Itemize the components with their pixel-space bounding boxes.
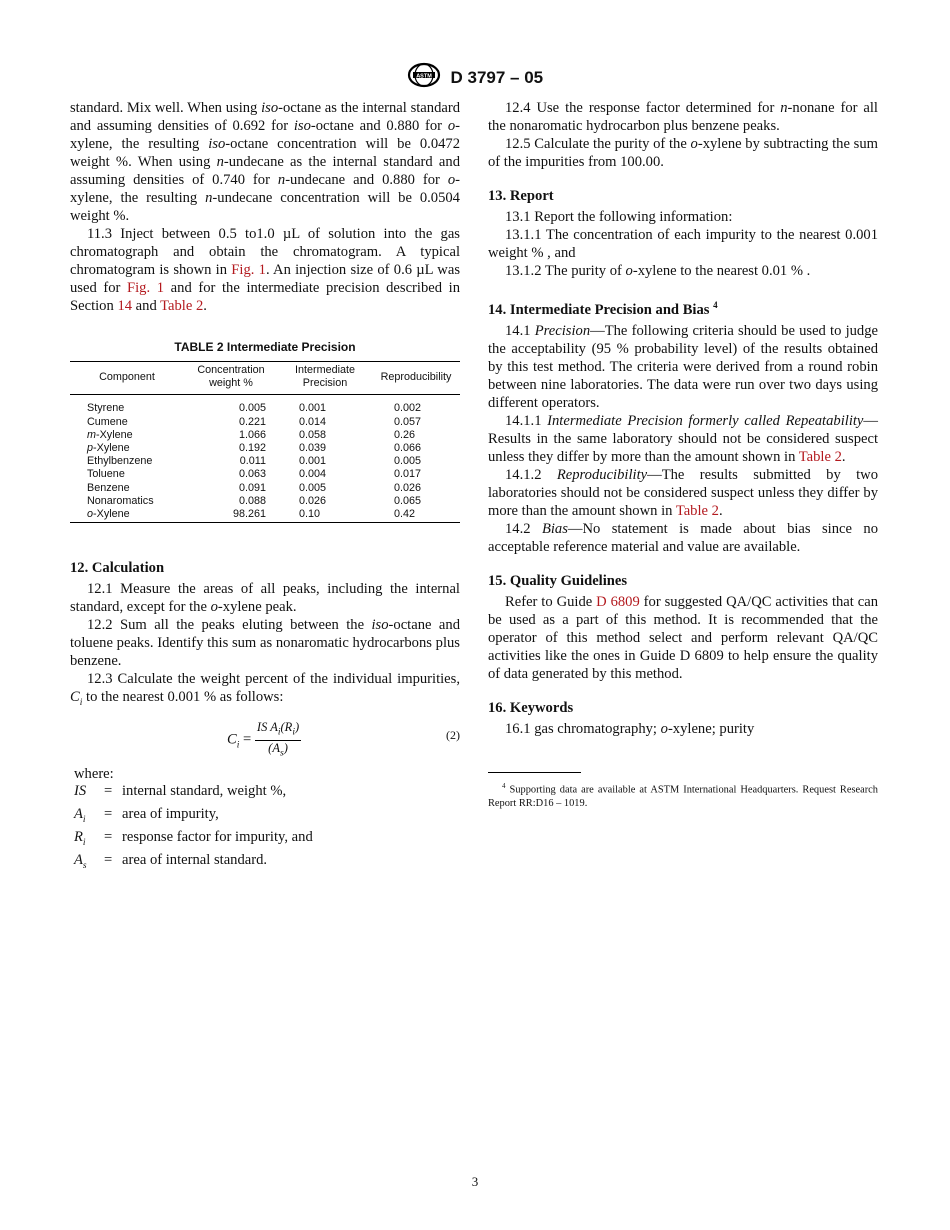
paragraph-14-1-1: 14.1.1 Intermediate Precision formerly called Repeatability—Results in the same laboratory should not be considered suspect unless they differ by more than the amount shown in Table 2. [488,412,878,465]
cell-intermediate-precision: 0.058 [299,428,327,441]
fig-1-link[interactable]: Fig. 1 [127,280,165,296]
svg-text:ASTM: ASTM [416,73,432,80]
paragraph-12-2: 12.2 Sum all the peaks eluting between the iso-octane and toluene peaks. Identify this sum as nonaromatic hydrocarbons plus benzene. [70,617,460,670]
where-label: where: [74,766,114,783]
paragraph-12-3: 12.3 Calculate the weight percent of the individual impurities, $C_i$ to the nearest 0.001 % as follows: [70,671,460,709]
where-block [70,765,460,875]
section-14-link[interactable]: 14 [117,298,133,314]
cell-intermediate-precision: 0.001 [299,455,327,468]
cell-concentration: 0.005 [238,402,266,415]
paragraph-13-1-2: 13.1.2 The purity of o-xylene to the nearest 0.01 % . [505,263,811,279]
paragraph-13-1-1: 13.1.1 The concentration of each impurity to the nearest 0.001 weight % , and [488,227,878,261]
footnote-ref[interactable]: 4 [713,300,718,310]
left-column [70,99,460,875]
section-16-heading: 16. Keywords [488,699,574,716]
page-header [0,62,950,93]
cell-reproducibility: 0.26 [394,428,416,441]
table-2-link[interactable]: Table 2 [798,448,842,465]
table-2-caption: TABLE 2 Intermediate Precision [174,340,356,354]
cell-concentration: 0.192 [238,442,266,455]
cell-reproducibility: 0.005 [394,455,422,468]
cell-concentration: 1.066 [238,428,266,441]
paragraph-11-2-continued: standard. Mix well. When using iso-octane as the internal standard and assuming densities of 0.692 for iso-octane and 0.880 for o-xylene, the resulting iso-octane concentration will be 0.0472 weight %. When using n-undecane as the internal standard and assuming densities of 0.740 for n-undecane and 0.880 for o-xylene, the resulting n-undecane concentration will be 0.0504 weight %. [70,100,461,224]
cell-intermediate-precision: 0.10 [278,508,372,523]
cell-component: Ethylbenzene [87,455,153,468]
cell-component: Styrene [87,402,125,415]
paragraph-15: Refer to Guide D 6809 for suggested QA/QC activities that can be used as a part of this method. It is recommended that the operator of this method select and perform relevant QA/QC activities like the ones in Guide D 6809 to help ensure the quality of data generated by this method. [488,593,878,682]
cell-reproducibility: 0.065 [394,494,422,507]
table-row [70,508,460,523]
footnote-4: $^4$ Supporting data are available at ASTM International Headquarters. Request Research Report RR:D16 – 1019. [488,781,878,810]
cell-intermediate-precision: 0.001 [299,402,327,415]
document-id: D 3797 – 05 [450,67,544,87]
paragraph-12-5: 12.5 Calculate the purity of the o-xylene by subtracting the sum of the impurities from 100.00. [488,136,878,170]
table-row [70,482,460,495]
cell-concentration: 0.088 [238,494,266,507]
section-13-heading: 13. Report [488,188,554,204]
cell-component: Benzene [87,481,130,494]
paragraph-14-1: 14.1 Precision—The following criteria should be used to judge the acceptability (95 % probability level) of the results obtained by this test method. The criteria were derived from a round robin between nine laboratories. The data were run over two days using different operators. [488,322,879,411]
table-row [70,395,460,416]
col-header-concentration: Concentration weight % [184,362,278,395]
cell-reproducibility: 0.017 [394,468,422,481]
table-2-link[interactable]: Table 2 [675,502,719,519]
paragraph-11-3: 11.3 Inject between 0.5 to1.0 µL of solution into the gas chromatograph and obtain the chromatogram. A typical chromatogram is shown in Fig. 1. An injection size of 0.6 µL was used for Fig. 1 and for the intermediate precision described in Section 14 and Table 2. [70,226,461,314]
cell-component: Toluene [87,468,125,481]
definition-row: $A_i$ = area of impurity, [74,806,219,825]
cell-concentration: 0.011 [239,455,266,468]
paragraph-12-4: 12.4 Use the response factor determined for n-nonane for all the nonaromatic hydrocarbon plus benzene peaks. [488,100,878,134]
cell-intermediate-precision: 0.004 [299,468,327,481]
right-column [488,99,878,811]
cell-intermediate-precision: 0.039 [299,442,327,455]
astm-logo-icon [407,62,441,93]
cell-reproducibility: 0.057 [394,415,422,428]
table-row [70,416,460,429]
table-row [70,442,460,455]
table-row [70,455,460,468]
cell-component: Cumene [87,415,128,428]
cell-intermediate-precision: 0.026 [299,494,327,507]
cell-reproducibility: 0.42 [372,508,460,523]
section-14-heading: 14. Intermediate Precision and Bias $^4$ [488,300,718,318]
cell-concentration: 0.221 [238,415,266,428]
section-15-heading: 15. Quality Guidelines [488,572,628,589]
fig-1-link[interactable]: Fig. 1 [231,262,266,278]
footnote-divider [488,772,581,773]
cell-concentration: 98.261 [184,508,278,523]
cell-intermediate-precision: 0.014 [299,415,327,428]
col-header-intermediate-precision: Intermediate Precision [278,362,372,395]
table-2-link[interactable]: Table 2 [160,298,204,314]
equation-number: (2) [446,728,460,743]
definition-row: $A_s$ = area of internal standard. [74,851,268,871]
paragraph-13-1: 13.1 Report the following information: [505,209,733,225]
col-header-component: Component [70,362,184,395]
cell-component: m-Xylene [87,428,133,441]
cell-concentration: 0.063 [238,468,266,481]
table-row [70,468,460,481]
equation-2: $C_i$ = $\frac{IS A_i(R_i)}{(A_s)}$ (2) [227,720,460,759]
cell-concentration: 0.091 [238,481,266,494]
cell-component: o-Xylene [70,508,184,523]
definition-row: IS = internal standard, weight %, [74,783,287,800]
cell-component: p-Xylene [87,442,130,455]
table-row [70,429,460,442]
cell-reproducibility: 0.066 [394,442,422,455]
definition-row: $R_i$ = response factor for impurity, and [74,828,313,848]
cell-component: Nonaromatics [87,494,154,507]
page-number: 3 [471,1174,479,1189]
cell-reproducibility: 0.002 [394,402,422,415]
paragraph-14-2: 14.2 Bias—No statement is made about bias since no acceptable reference material and value are available. [488,520,878,555]
col-header-reproducibility: Reproducibility [372,362,460,395]
paragraph-14-1-2: 14.1.2 Reproducibility—The results submitted by two laboratories should not be considered suspect unless they differ by more than the amount shown in Table 2. [488,466,878,519]
cell-intermediate-precision: 0.005 [299,481,327,494]
table-row [70,495,460,508]
table-2 [70,361,460,523]
section-12-heading: 12. Calculation [70,560,165,577]
paragraph-12-1: 12.1 Measure the areas of all peaks, including the internal standard, except for the o-xylene peak. [70,581,460,616]
d6809-link[interactable]: D 6809 [596,593,640,610]
paragraph-16-1: 16.1 gas chromatography; o-xylene; purity [505,720,755,737]
cell-reproducibility: 0.026 [394,481,422,494]
